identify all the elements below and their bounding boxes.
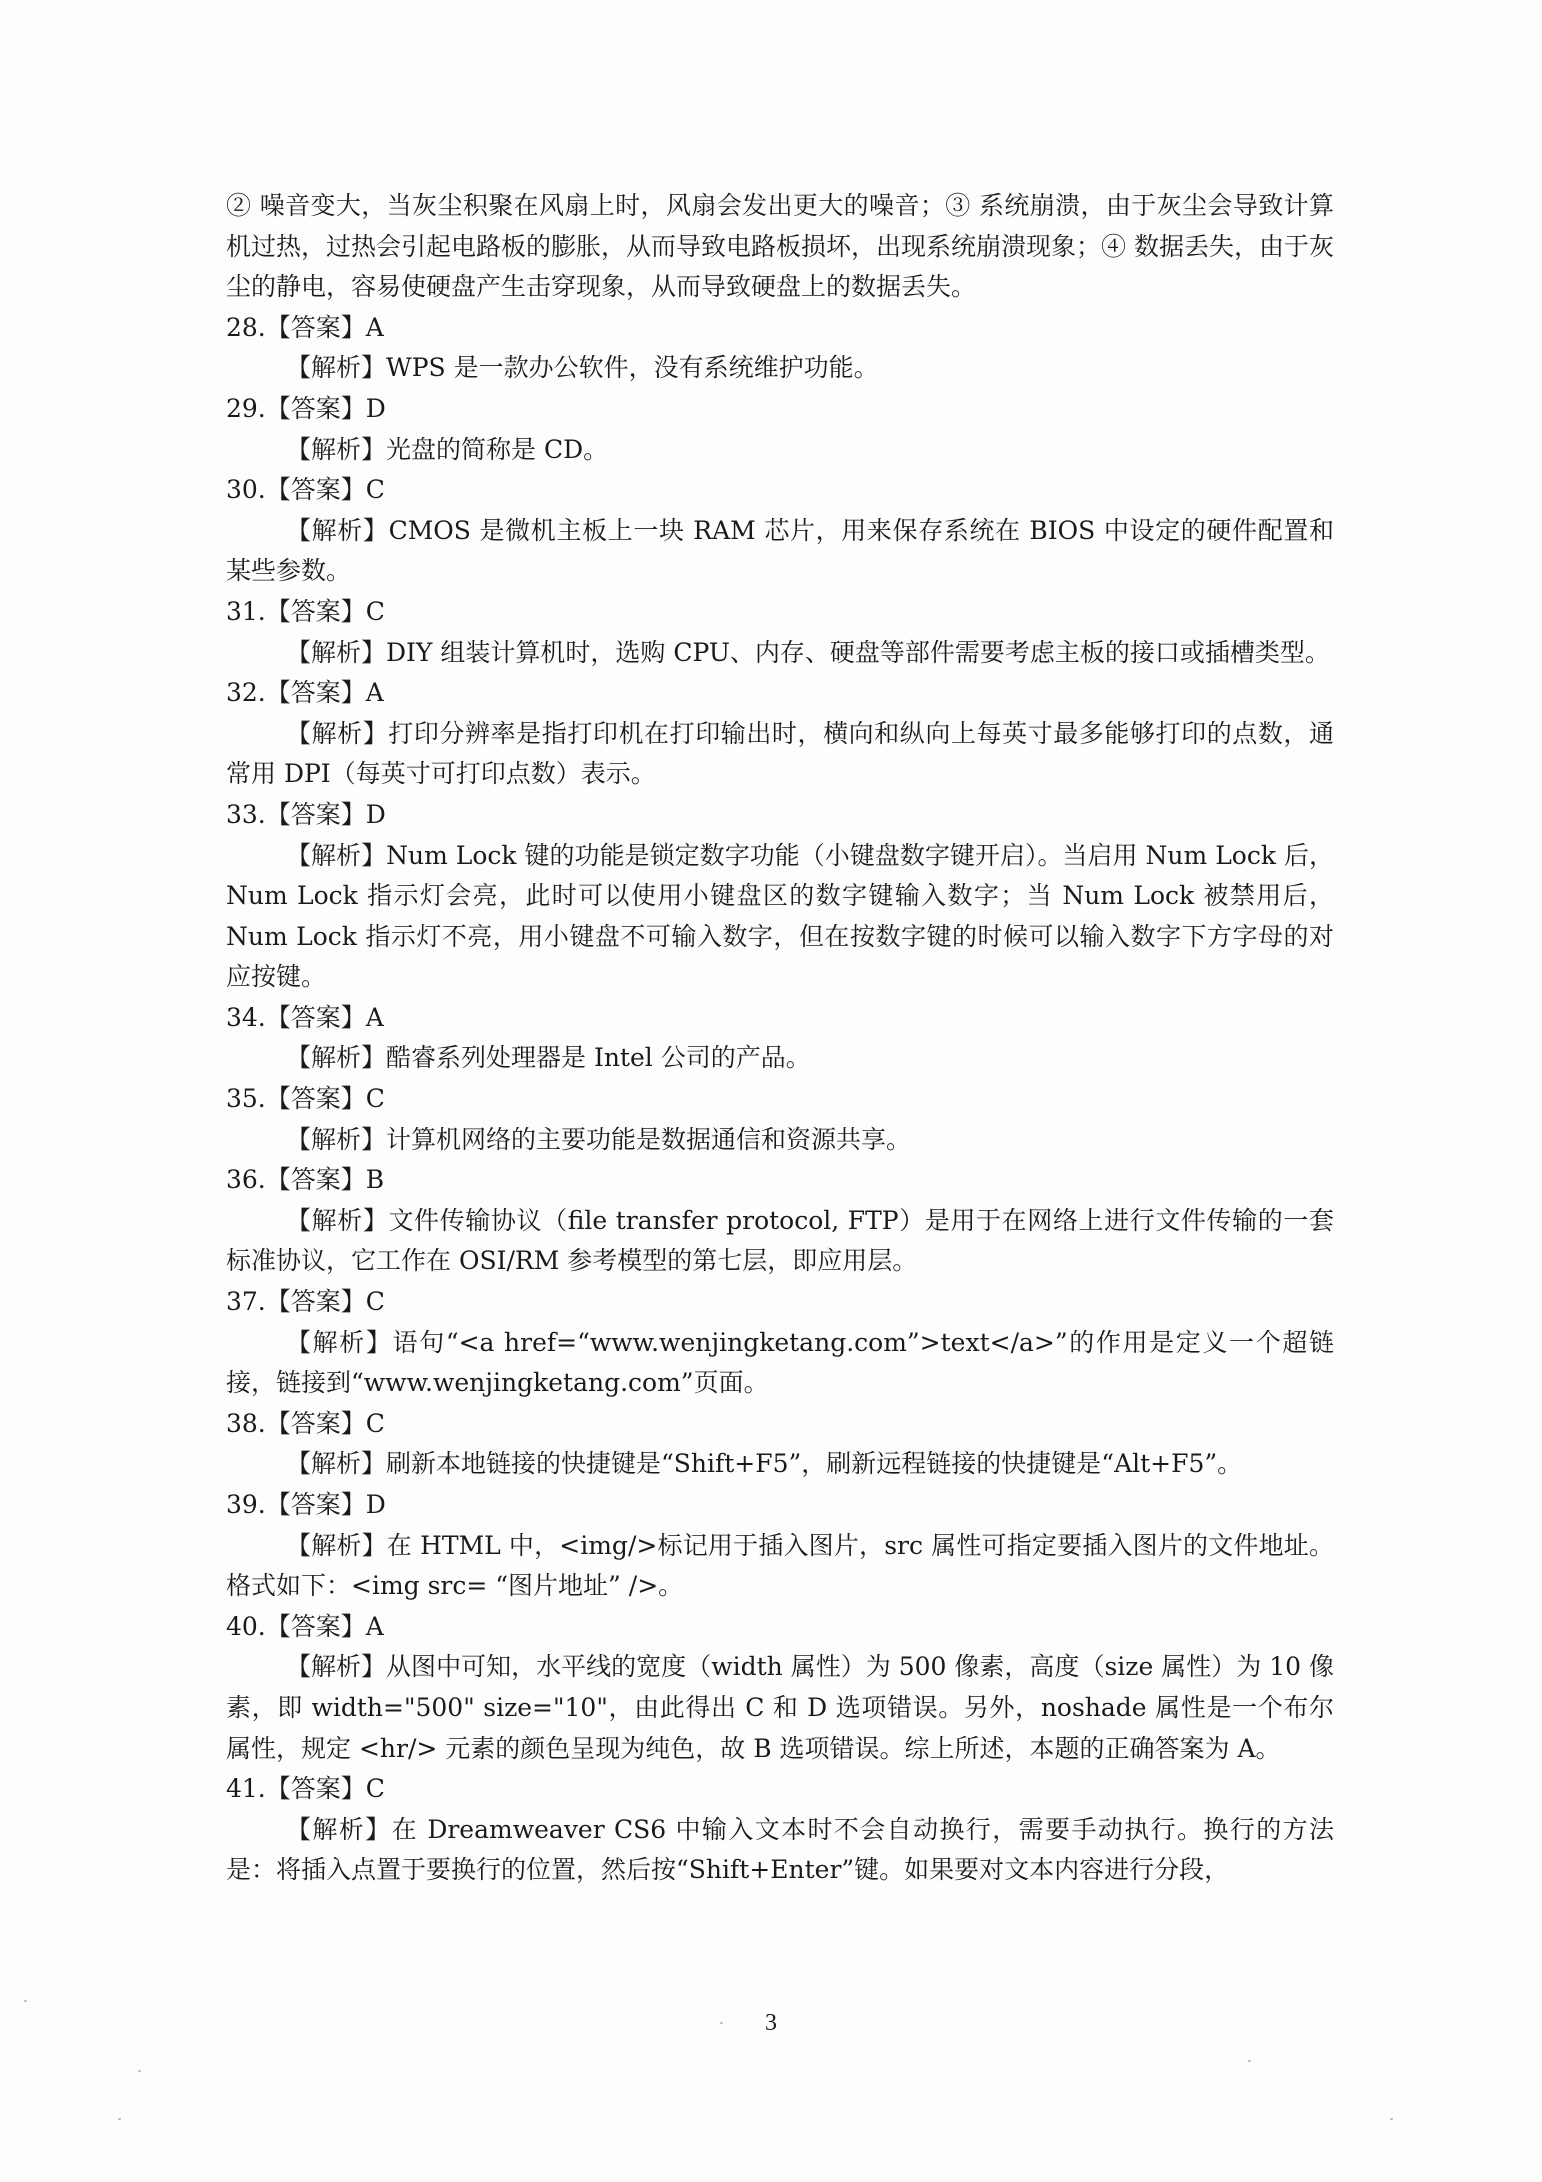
answer-text: 【答案】D	[265, 799, 386, 829]
question-number: 40.	[226, 1611, 266, 1641]
answer-line	[226, 1079, 1334, 1120]
intro-paragraph: ② 噪音变大，当灰尘积聚在风扇上时，风扇会发出更大的噪音；③ 系统崩溃，由于灰尘会导致计算机过热，过热会引起电路板的膨胀，从而导致电路板损坏，出现系统崩溃现象；④ 数据丢失，由于灰尘的静电，容易使硬盘产生击穿现象，从而导致硬盘上的数据丢失。	[226, 191, 1334, 302]
answer-line	[226, 592, 1334, 633]
answer-line	[226, 673, 1334, 714]
analysis-paragraph: 【解析】刷新本地链接的快捷键是“Shift+F5”，刷新远程链接的快捷键是“Alt+F5”。	[286, 1449, 1243, 1479]
scan-speck	[1390, 2118, 1393, 2120]
answer-text: 【答案】C	[265, 1084, 385, 1114]
answer-text: 【答案】C	[265, 1287, 385, 1317]
scan-speck	[118, 2118, 121, 2120]
analysis-paragraph: 【解析】Num Lock 键的功能是锁定数字功能（小键盘数字键开启）。当启用 Num Lock 后，Num Lock 指示灯会亮，此时可以使用小键盘区的数字键输入数字；当 Num Lock 被禁用后，Num Lock 指示灯不亮，用小键盘不可输入数字，但在按数字键的时候可以输入数字下方字母的对应按键。	[226, 840, 1334, 992]
answer-text: 【答案】A	[265, 312, 384, 342]
scan-speck	[24, 2000, 27, 2002]
answer-line	[226, 1404, 1334, 1445]
answer-text: 【答案】C	[265, 1774, 385, 1804]
analysis-paragraph: 【解析】酷睿系列处理器是 Intel 公司的产品。	[286, 1043, 811, 1073]
question-number: 36.	[226, 1165, 266, 1195]
analysis-paragraph: 【解析】在 Dreamweaver CS6 中输入文本时不会自动换行，需要手动执行。换行的方法是：将插入点置于要换行的位置，然后按“Shift+Enter”键。如果要对文本内容进行分段，	[226, 1814, 1334, 1885]
question-number: 41.	[226, 1774, 266, 1804]
answer-text: 【答案】C	[265, 1408, 385, 1438]
question-number: 33.	[226, 799, 266, 829]
answer-line	[226, 1282, 1334, 1323]
question-number: 28.	[226, 312, 266, 342]
question-number: 30.	[226, 475, 266, 505]
answer-line	[226, 795, 1334, 836]
answer-text: 【答案】A	[265, 1002, 384, 1032]
answer-line	[226, 998, 1334, 1039]
answer-text: 【答案】C	[265, 475, 385, 505]
answer-line	[226, 1160, 1334, 1201]
analysis-paragraph: 【解析】CMOS 是微机主板上一块 RAM 芯片，用来保存系统在 BIOS 中设定的硬件配置和某些参数。	[226, 515, 1334, 586]
answer-text: 【答案】A	[265, 1611, 384, 1641]
answer-line	[226, 1769, 1334, 1810]
analysis-paragraph: 【解析】计算机网络的主要功能是数据通信和资源共享。	[286, 1124, 912, 1154]
analysis-paragraph: 【解析】光盘的简称是 CD。	[286, 434, 609, 464]
answer-line	[226, 470, 1334, 511]
answer-line	[226, 1485, 1334, 1526]
question-number: 29.	[226, 393, 266, 423]
question-number: 39.	[226, 1490, 266, 1519]
question-number: 34.	[226, 1002, 266, 1032]
analysis-paragraph: 【解析】DIY 组装计算机时，选购 CPU、内存、硬盘等部件需要考虑主板的接口或插槽类型。	[286, 637, 1330, 667]
question-number: 32.	[226, 678, 266, 708]
analysis-paragraph: 【解析】在 HTML 中，<img/>标记用于插入图片，src 属性可指定要插入图片的文件地址。格式如下：<img src= “图片地址” />。	[226, 1530, 1334, 1601]
question-number: 31.	[226, 596, 266, 626]
analysis-paragraph: 【解析】打印分辨率是指打印机在打印输出时，横向和纵向上每英寸最多能够打印的点数，通常用 DPI（每英寸可打印点数）表示。	[226, 718, 1334, 789]
answer-text: 【答案】D	[265, 1490, 386, 1519]
answer-text: 【答案】D	[265, 393, 386, 423]
answer-text: 【答案】A	[265, 678, 384, 708]
question-number: 37.	[226, 1287, 266, 1317]
scan-speck	[138, 2070, 141, 2072]
answer-text: 【答案】B	[265, 1165, 385, 1195]
answer-line	[226, 389, 1334, 430]
question-number: 35.	[226, 1084, 266, 1114]
scan-speck	[1248, 2060, 1251, 2062]
analysis-paragraph: 【解析】文件传输协议（file transfer protocol, FTP）是用于在网络上进行文件传输的一套标准协议，它工作在 OSI/RM 参考模型的第七层，即应用层。	[226, 1205, 1334, 1276]
page-number: 3	[765, 2010, 777, 2036]
answer-line	[226, 308, 1334, 349]
answer-line	[226, 1607, 1334, 1648]
page-content	[226, 186, 1334, 1891]
analysis-paragraph: 【解析】WPS 是一款办公软件，没有系统维护功能。	[286, 353, 879, 383]
analysis-paragraph: 【解析】从图中可知，水平线的宽度（width 属性）为 500 像素，高度（size 属性）为 10 像素，即 width="500" size="10"，由此得出 C 和 D 选项错误。另外，noshade 属性是一个布尔属性，规定 <hr/> 元素的颜色呈现为纯色，故 B 选项错误。综上所述，本题的正确答案为 A。	[226, 1652, 1334, 1763]
scan-speck	[720, 2022, 723, 2024]
question-number: 38.	[226, 1408, 266, 1438]
answer-text: 【答案】C	[265, 596, 385, 626]
analysis-paragraph: 【解析】语句“<a href=“www.wenjingketang.com”>text</a>”的作用是定义一个超链接，链接到“www.wenjingketang.com”页面。	[226, 1327, 1334, 1398]
